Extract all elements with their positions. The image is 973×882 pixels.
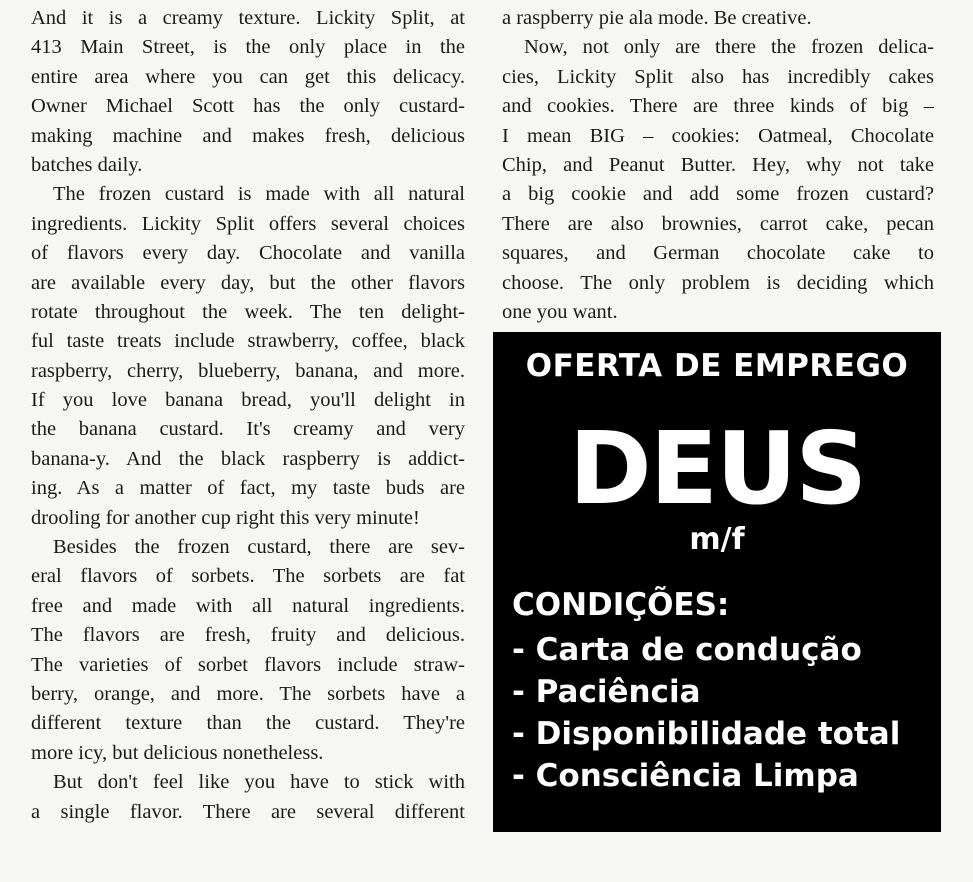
article-line: 413 Main Street, is the only place in the	[31, 36, 465, 59]
article-line: making machine and makes fresh, delicious	[31, 124, 465, 147]
article-line: drooling for another cup right this very minute!	[31, 506, 420, 529]
article-line: Chip, and Peanut Butter. Hey, why not take	[502, 153, 934, 176]
article-line: And it is a creamy texture. Lickity Split, at	[31, 7, 465, 29]
article-line: different texture than the custard. They're	[31, 712, 465, 735]
article-line: cies, Lickity Split also has incredibly cakes	[502, 65, 934, 88]
ad-subtitle: m/f	[689, 522, 745, 557]
article-line: The varieties of sorbet flavors include straw-	[31, 653, 465, 676]
article-line: Now, not only are there the frozen delica-	[524, 36, 934, 59]
article-line: But don't feel like you have to stick with	[53, 771, 465, 794]
article-line: Besides the frozen custard, there are sev-	[53, 536, 465, 559]
article-line: and cookies. There are three kinds of big –	[502, 95, 934, 118]
article-line: free and made with all natural ingredients.	[31, 594, 465, 617]
article-line: berry, orange, and more. The sorbets have a	[31, 682, 465, 705]
job-offer-ad	[493, 332, 941, 832]
ad-condition-item: - Consciência Limpa	[512, 758, 859, 794]
article-line: I mean BIG – cookies: Oatmeal, Chocolate	[502, 124, 934, 147]
article-line: ful taste treats include strawberry, coffee, black	[31, 330, 465, 353]
ad-condition-item: - Paciência	[512, 674, 701, 710]
article-line: of flavors every day. Chocolate and vanilla	[31, 242, 465, 265]
article-line: raspberry, cherry, blueberry, banana, and more.	[31, 359, 465, 382]
ad-condition-item: - Disponibilidade total	[512, 716, 901, 752]
article-left-column	[31, 4, 465, 827]
article-line: are available every day, but the other flavors	[31, 271, 465, 294]
article-line: a single flavor. There are several different	[31, 800, 465, 823]
article-line: batches daily.	[31, 153, 143, 176]
article-line: choose. The only problem is deciding which	[502, 271, 934, 294]
article-line: more icy, but delicious nonetheless.	[31, 741, 324, 764]
ad-conditions-label: CONDIÇÕES:	[512, 587, 730, 623]
article-line: one you want.	[502, 300, 618, 323]
article-line: squares, and German chocolate cake to	[502, 242, 934, 265]
article-line: a big cookie and add some frozen custard?	[502, 183, 934, 206]
article-line: ingredients. Lickity Split offers several choices	[31, 212, 465, 235]
ad-header: OFERTA DE EMPREGO	[525, 348, 909, 384]
article-line: ing. As a matter of fact, my taste buds are	[31, 477, 465, 500]
article-line: Owner Michael Scott has the only custard-	[31, 95, 465, 118]
article-line: the banana custard. It's creamy and very	[31, 418, 465, 441]
ad-condition-item: - Carta de condução	[512, 632, 862, 668]
article-line: eral flavors of sorbets. The sorbets are fat	[31, 565, 465, 588]
article-line: There are also brownies, carrot cake, pecan	[502, 212, 934, 235]
article-line: rotate throughout the week. The ten delight-	[31, 300, 465, 323]
ad-conditions-list	[512, 629, 900, 797]
article-line: The flavors are fresh, fruity and delicious.	[31, 624, 465, 647]
article-line: The frozen custard is made with all natural	[53, 183, 465, 206]
article-line: If you love banana bread, you'll delight in	[31, 389, 465, 412]
article-line: a raspberry pie ala mode. Be creative.	[502, 7, 812, 29]
ad-title: DEUS	[568, 410, 866, 527]
article-line: entire area where you can get this delicacy.	[31, 65, 465, 88]
article-right-column	[502, 4, 934, 327]
article-line: banana-y. And the black raspberry is addict-	[31, 447, 465, 470]
